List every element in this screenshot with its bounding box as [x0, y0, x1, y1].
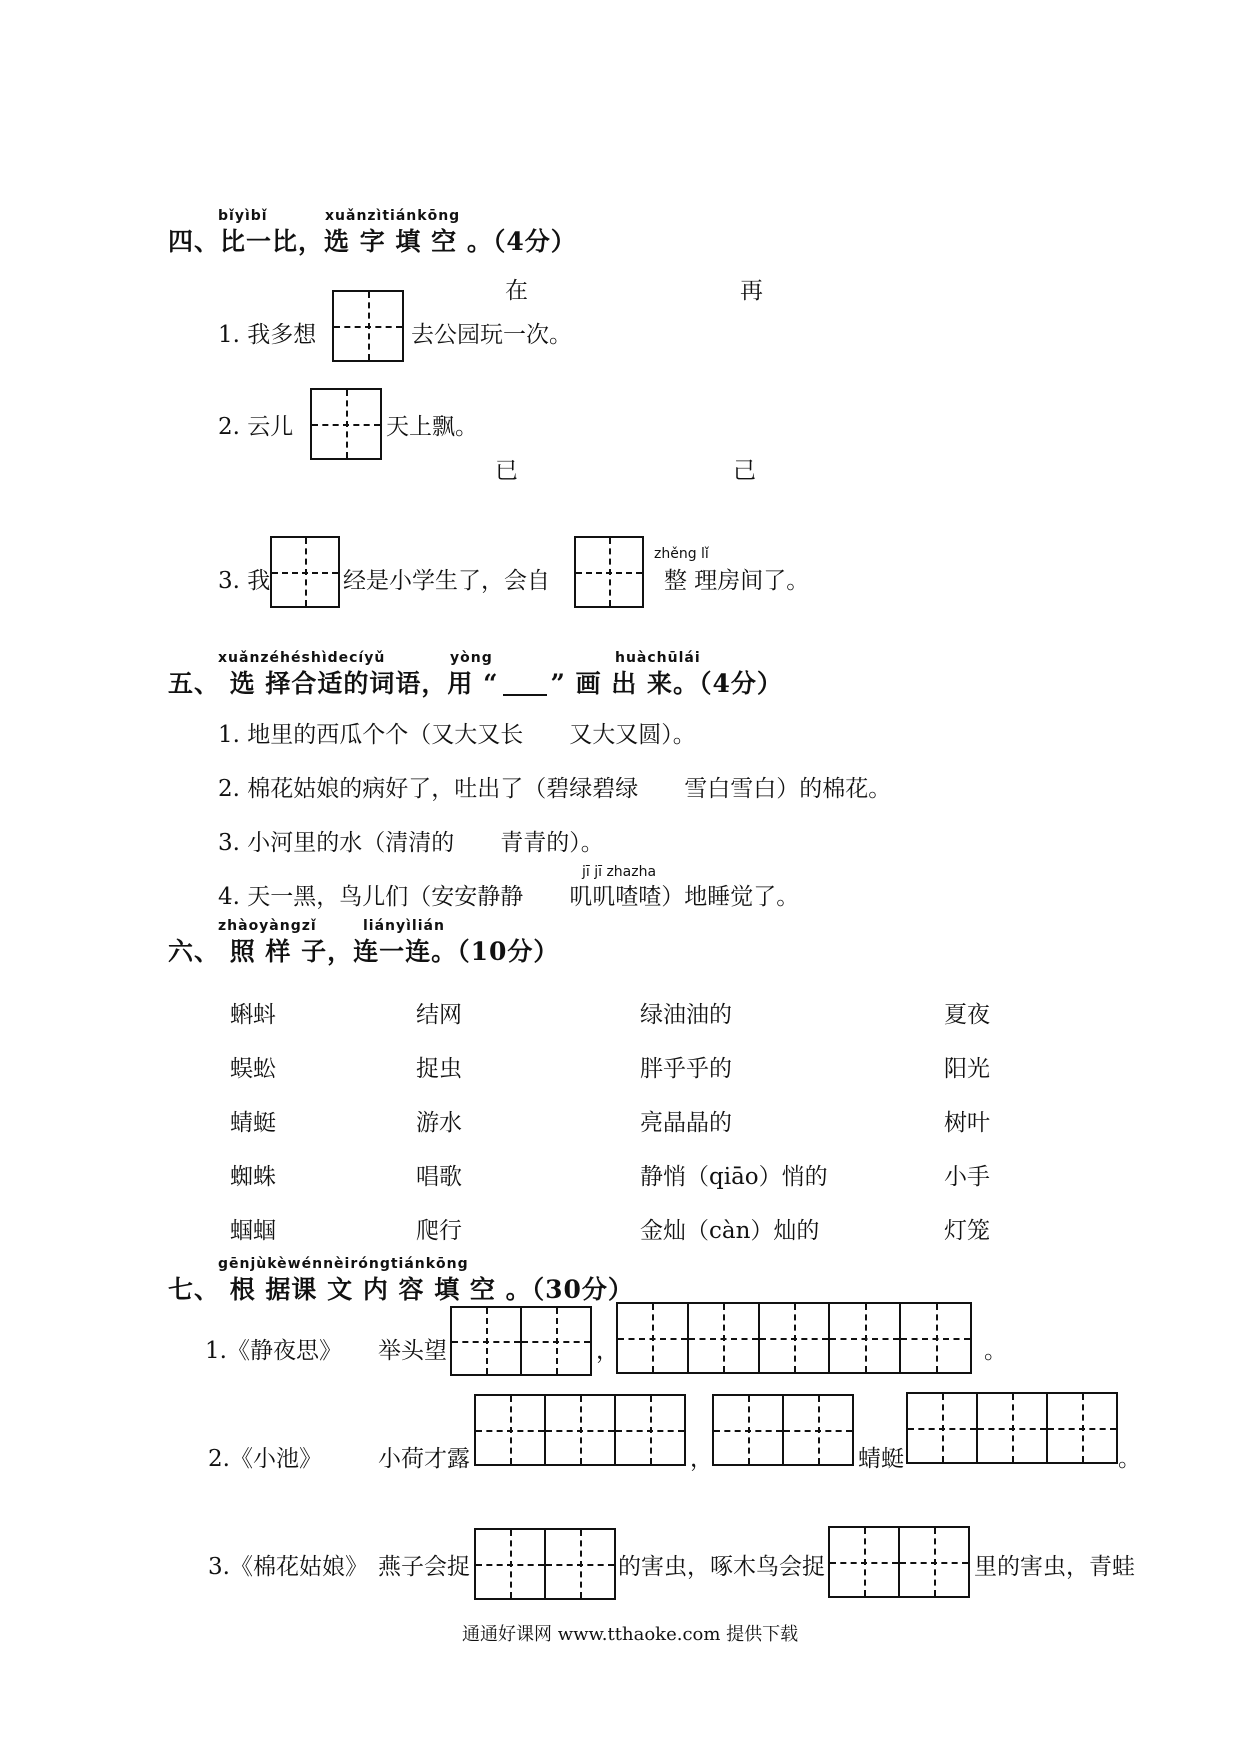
section7-title: 七、 根 据课 文 内 容 填 空 。（30分）	[168, 1275, 634, 1304]
option-zai2: 再	[740, 278, 763, 304]
section5-title-b: ” 画 出 来。（4分）	[550, 669, 783, 698]
col2-item[interactable]: 爬行	[416, 1218, 462, 1244]
col4-item[interactable]: 小手	[944, 1164, 990, 1190]
col4-item[interactable]: 灯笼	[944, 1218, 990, 1244]
s5-item-4[interactable]: 4. 天一黑，鸟儿们（安安静静 叽叽喳喳）地睡觉了。	[218, 884, 800, 910]
s4-q3-suffix: 整 理房间了。	[664, 568, 810, 594]
s7-q3-source: 3.《棉花姑娘》	[208, 1554, 368, 1580]
s4-q3-answer-box-2[interactable]	[574, 536, 644, 608]
col1-item[interactable]: 蜈蚣	[230, 1056, 276, 1082]
s7-q2-prefix: 小荷才露	[378, 1446, 470, 1472]
underline-sample	[503, 676, 547, 696]
col3-item[interactable]: 静悄（qiāo）悄的	[640, 1164, 828, 1190]
col4-item[interactable]: 夏夜	[944, 1002, 990, 1028]
col1-item[interactable]: 蜻蜓	[230, 1110, 276, 1136]
col3-item[interactable]: 胖乎乎的	[640, 1056, 732, 1082]
s7-q1-prefix: 举头望	[378, 1338, 447, 1364]
col3-item[interactable]: 金灿（càn）灿的	[640, 1218, 820, 1244]
s7-q2-source: 2.《小池》	[208, 1446, 322, 1472]
col3-item[interactable]: 绿油油的	[640, 1002, 732, 1028]
s7-q1-answer-box-1[interactable]	[450, 1306, 592, 1376]
s7-q2-answer-box-3[interactable]	[906, 1392, 1118, 1464]
s7-q2-end: 。	[1118, 1446, 1141, 1472]
footer-text: 通通好课网 www.tthaoke.com 提供下载	[462, 1624, 799, 1645]
col3-item[interactable]: 亮晶晶的	[640, 1110, 732, 1136]
col1-item[interactable]: 蝈蝈	[230, 1218, 276, 1244]
s5-item-3[interactable]: 3. 小河里的水（清清的 青青的）。	[218, 830, 604, 856]
section6-title: 六、 照 样 子，连一连。（10分）	[168, 937, 560, 966]
s4-q2-suffix: 天上飘。	[386, 414, 478, 440]
s7-q1-answer-box-2[interactable]	[616, 1302, 972, 1374]
s5-item-2[interactable]: 2. 棉花姑娘的病好了，吐出了（碧绿碧绿 雪白雪白）的棉花。	[218, 776, 892, 802]
option-ji: 己	[733, 458, 756, 484]
option-zai: 在	[505, 278, 528, 304]
col4-item[interactable]: 树叶	[944, 1110, 990, 1136]
s4-q3-mid: 经是小学生了，会自	[343, 568, 550, 594]
s4-q1-suffix: 去公园玩一次。	[411, 322, 572, 348]
section5-pinyin-a: xuǎnzéhéshìdecíyǔ	[218, 650, 386, 666]
s7-q3-answer-box-2[interactable]	[828, 1526, 970, 1598]
section4-pinyin-b: xuǎnzìtiánkōng	[325, 208, 461, 224]
col1-item[interactable]: 蝌蚪	[230, 1002, 276, 1028]
section5-title-a: 五、 选 择合适的词语，用 “	[168, 669, 499, 698]
s4-q2-answer-box[interactable]	[310, 388, 382, 460]
section6-pinyin-b: liányìlián	[363, 918, 445, 934]
col2-item[interactable]: 唱歌	[416, 1164, 462, 1190]
section4-pinyin-a: bǐyìbǐ	[218, 208, 268, 224]
s7-q1-comma: ，	[596, 1338, 619, 1364]
s7-q2-mid: 蜻蜓	[858, 1446, 904, 1472]
col2-item[interactable]: 捉虫	[416, 1056, 462, 1082]
s7-q3-suffix: 里的害虫，青蛙	[974, 1554, 1135, 1580]
s7-q1-source: 1.《静夜思》	[205, 1338, 342, 1364]
s4-q1-prefix: 1. 我多想	[218, 322, 317, 348]
s7-q1-end: 。	[984, 1338, 1007, 1364]
section5-title	[168, 664, 783, 700]
s4-q3-answer-box-1[interactable]	[270, 536, 340, 608]
s7-q3-mid: 的害虫，啄木鸟会捉	[618, 1554, 825, 1580]
s7-q3-prefix: 燕子会捉	[378, 1554, 470, 1580]
section7-pinyin: gēnjùkèwénnèiróngtiánkōng	[218, 1256, 469, 1272]
s7-q2-answer-box-2[interactable]	[712, 1394, 854, 1466]
s7-q3-answer-box-1[interactable]	[474, 1528, 616, 1600]
s4-q3-pinyin: zhěng lǐ	[654, 546, 709, 562]
section4-title: 四、比一比，选 字 填 空 。（4分）	[168, 227, 577, 256]
section5-pinyin-b: yòng	[450, 650, 493, 666]
option-yi: 已	[495, 458, 518, 484]
s5-item-1[interactable]: 1. 地里的西瓜个个（又大又长 又大又圆）。	[218, 722, 696, 748]
s4-q3-prefix: 3. 我	[218, 568, 271, 594]
section6-pinyin-a: zhàoyàngzǐ	[218, 918, 317, 934]
s7-q2-comma: ，	[690, 1446, 713, 1472]
section5-pinyin-c: huàchūlái	[615, 650, 701, 666]
col4-item[interactable]: 阳光	[944, 1056, 990, 1082]
s7-q2-answer-box-1[interactable]	[474, 1394, 686, 1466]
col2-item[interactable]: 游水	[416, 1110, 462, 1136]
col2-item[interactable]: 结网	[416, 1002, 462, 1028]
s5-item4-pinyin: jī jī zhazha	[582, 864, 657, 880]
col1-item[interactable]: 蜘蛛	[230, 1164, 276, 1190]
s4-q2-prefix: 2. 云儿	[218, 414, 294, 440]
s4-q1-answer-box[interactable]	[332, 290, 404, 362]
